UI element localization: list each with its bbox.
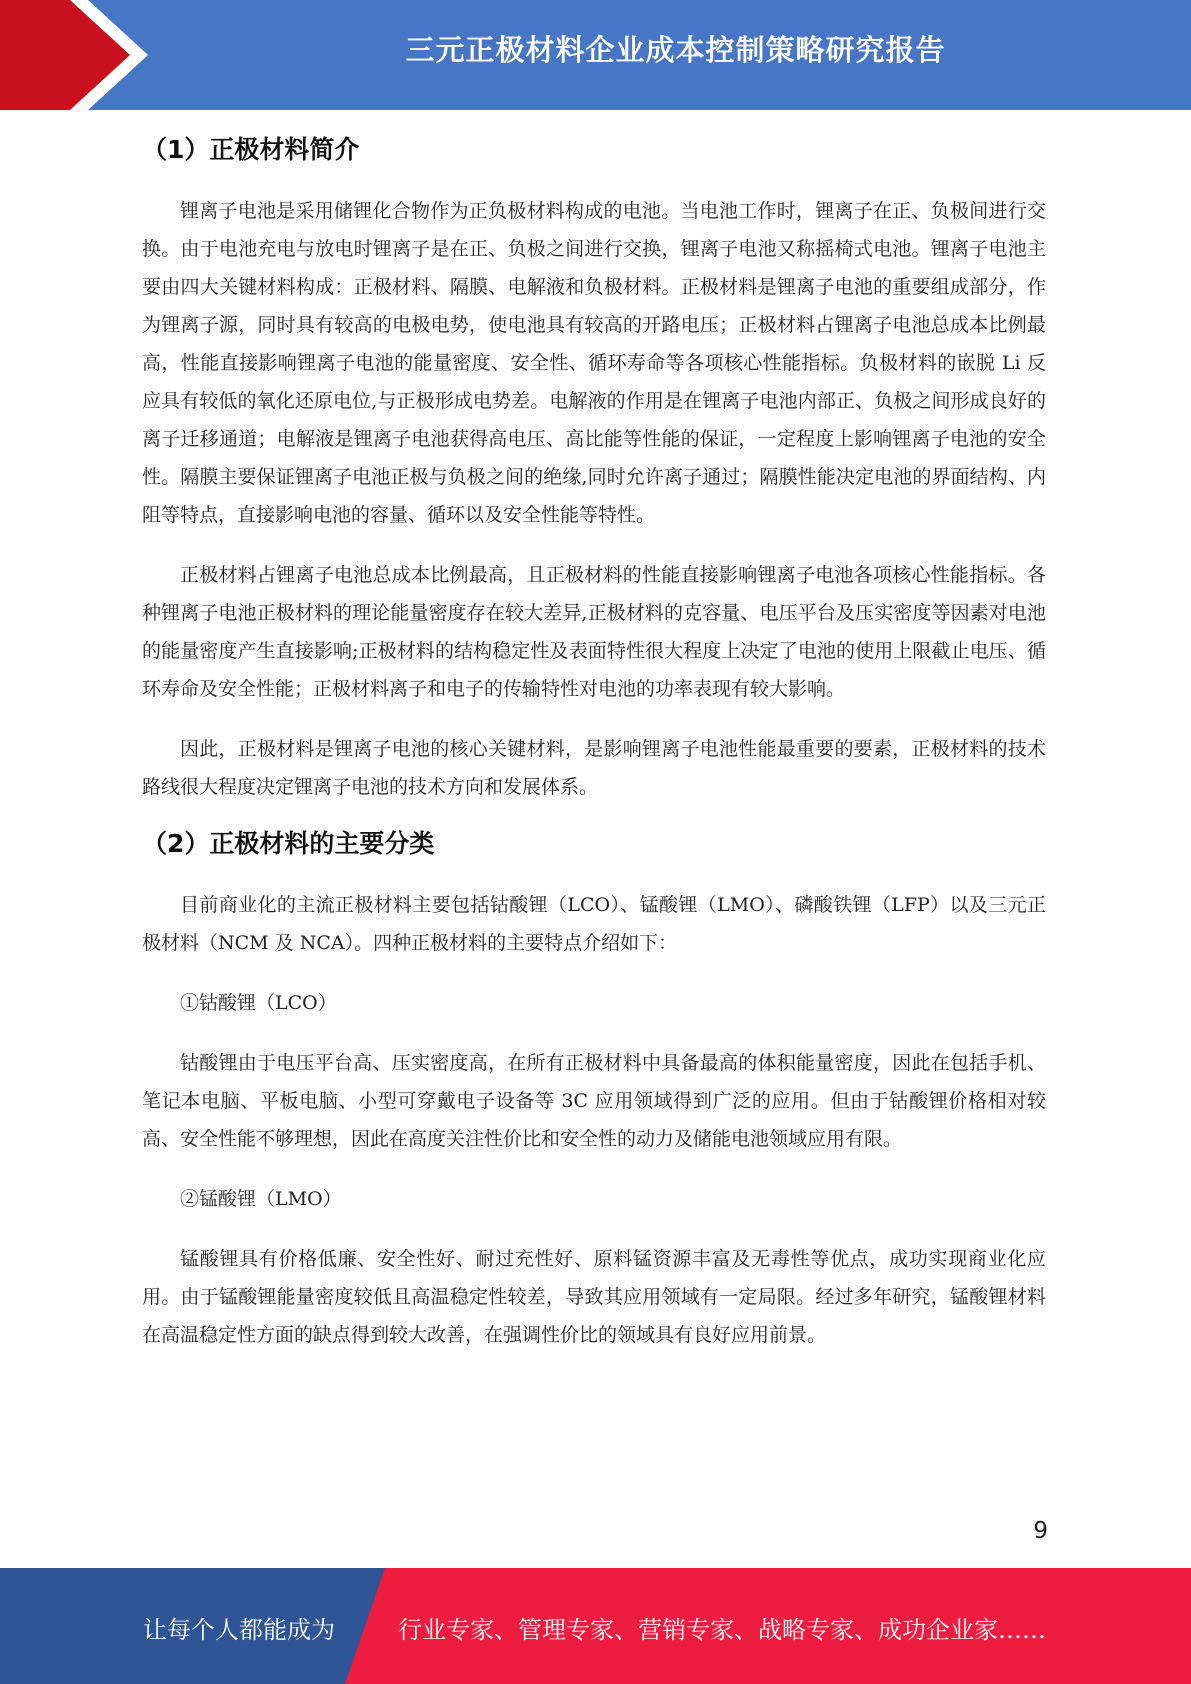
paragraph: 锂离子电池是采用储锂化合物作为正负极材料构成的电池。当电池工作时，锂离子在正、负极间进行交换。由于电池充电与放电时锂离子是在正、负极之间进行交换，锂离子电池又称摇椅式电池。锂离子电池主要由四大关键材料构成：正极材料、隔膜、电解液和负极材料。正极材料是锂离子电池的重要组成部分，作为锂离子源，同时具有较高的电极电势，使电池具有较高的开路电压；正极材料占锂离子电池总成本比例最高，性能直接影响锂离子电池的能量密度、安全性、循环寿命等各项核心性能指标。负极材料的嵌脱 Li 反应具有较低的氧化还原电位,与正极形成电势差。电解液的作用是在锂离子电池内部正、负极之间形成良好的离子迁移通道；电解液是锂离子电池获得高电压、高比能等性能的保证，一定程度上影响锂离子电池的安全性。隔膜主要保证锂离子电池正极与负极之间的绝缘,同时允许离子通过；隔膜性能决定电池的界面结构、内阻等特点，直接影响电池的容量、循环以及安全性能等特性。 (142, 200, 1046, 526)
paragraph: 正极材料占锂离子电池总成本比例最高，且正极材料的性能直接影响锂离子电池各项核心性能指标。各种锂离子电池正极材料的理论能量密度存在较大差异,正极材料的克容量、电压平台及压实密度等因素对电池的能量密度产生直接影响;正极材料的结构稳定性及表面特性很大程度上决定了电池的使用上限截止电压、循环寿命及安全性能；正极材料离子和电子的传输特性对电池的功率表现有较大影响。 (142, 564, 1046, 700)
paragraph: 钴酸锂由于电压平台高、压实密度高，在所有正极材料中具备最高的体积能量密度，因此在包括手机、笔记本电脑、平板电脑、小型可穿戴电子设备等 3C 应用领域得到广泛的应用。但由于钴酸锂价格相对较高、安全性能不够理想，因此在高度关注性价比和安全性的动力及储能电池领域应用有限。 (142, 1052, 1046, 1150)
paragraph: 因此，正极材料是锂离子电池的核心关键材料，是影响锂离子电池性能最重要的要素，正极材料的技术路线很大程度决定锂离子电池的技术方向和发展体系。 (142, 738, 1046, 798)
subsection-title-lco: ①钴酸锂（LCO） (180, 992, 337, 1014)
section-heading-classification: （2）正极材料的主要分类 (142, 829, 435, 858)
report-title: 三元正极材料企业成本控制策略研究报告 (405, 33, 946, 67)
paragraph: 目前商业化的主流正极材料主要包括钴酸锂（LCO）、锰酸锂（LMO）、磷酸铁锂（LFP）以及三元正极材料（NCM 及 NCA）。四种正极材料的主要特点介绍如下： (142, 894, 1046, 954)
footer-slogan-left: 让每个人都能成为 (143, 1616, 335, 1644)
page-content (142, 130, 1046, 1354)
paragraph: 锰酸锂具有价格低廉、安全性好、耐过充性好、原料锰资源丰富及无毒性等优点，成功实现商业化应用。由于锰酸锂能量密度较低且高温稳定性较差，导致其应用领域有一定局限。经过多年研究，锰酸锂材料在高温稳定性方面的缺点得到较大改善，在强调性价比的领域具有良好应用前景。 (142, 1248, 1046, 1346)
footer-slogan-right: 行业专家、管理专家、营销专家、战略专家、成功企业家…… (398, 1616, 1046, 1644)
red-chevron-decoration (0, 0, 160, 110)
header-banner (0, 0, 1191, 110)
section-heading-intro: （1）正极材料简介 (142, 135, 360, 164)
footer-banner (0, 1568, 1191, 1684)
page-number: 9 (1033, 1518, 1048, 1544)
subsection-title-lmo: ②锰酸锂（LMO） (180, 1188, 342, 1210)
